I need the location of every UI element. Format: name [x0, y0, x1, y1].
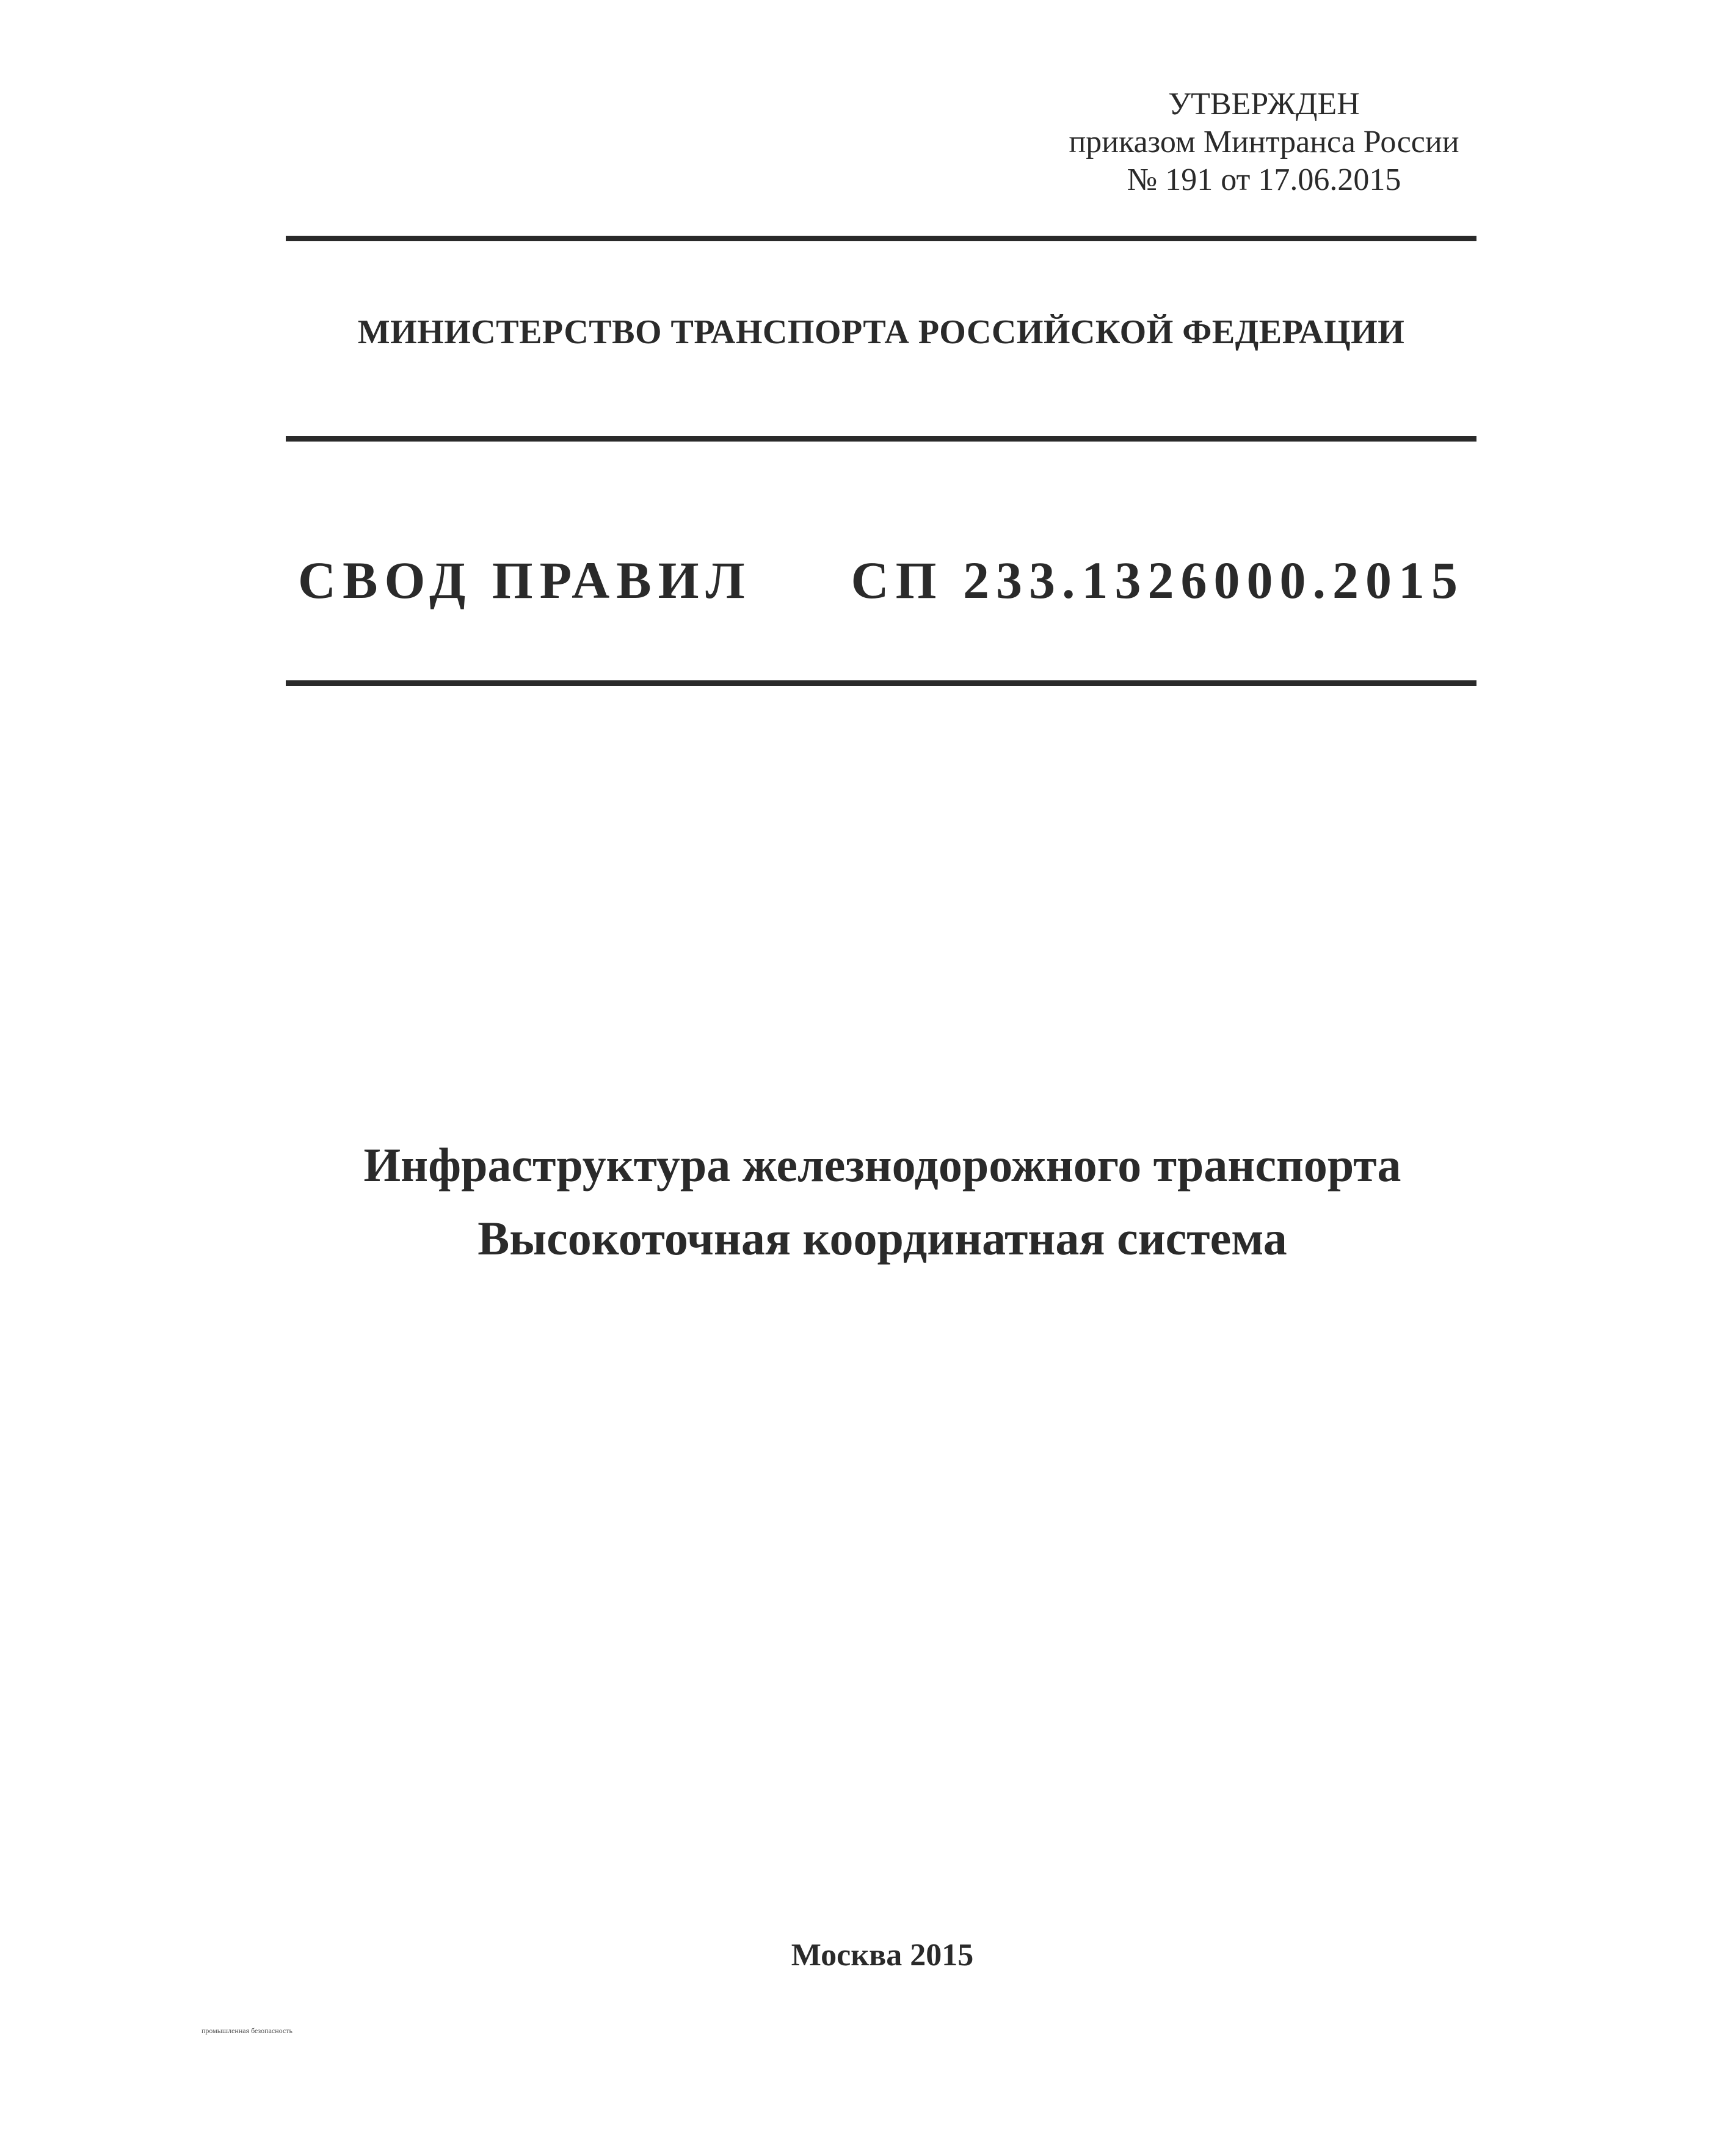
- title-line-2: Высокоточная координатная система: [478, 1212, 1287, 1265]
- approval-order: приказом Минтранса России: [1069, 125, 1459, 159]
- document-title: [183, 1129, 1582, 1275]
- watermark-text: промышленная безопасность: [202, 2026, 293, 2035]
- code-label: СВОД ПРАВИЛ: [298, 551, 752, 609]
- divider-middle: [286, 436, 1476, 442]
- code-number: СП 233.1326000.2015: [851, 551, 1464, 609]
- divider-bottom: [286, 680, 1476, 686]
- approval-number-date: № 191 от 17.06.2015: [1127, 162, 1401, 197]
- approval-stamp: [1050, 86, 1478, 199]
- approval-title: УТВЕРЖДЕН: [1168, 87, 1360, 122]
- code-header: [298, 550, 1464, 611]
- divider-top: [286, 236, 1476, 241]
- title-line-1: Инфраструктура железнодорожного транспорта: [363, 1138, 1401, 1192]
- city-year: Москва 2015: [791, 1938, 974, 1973]
- ministry-name: МИНИСТЕРСТВО ТРАНСПОРТА РОССИЙСКОЙ ФЕДЕРАЦИИ: [357, 313, 1405, 351]
